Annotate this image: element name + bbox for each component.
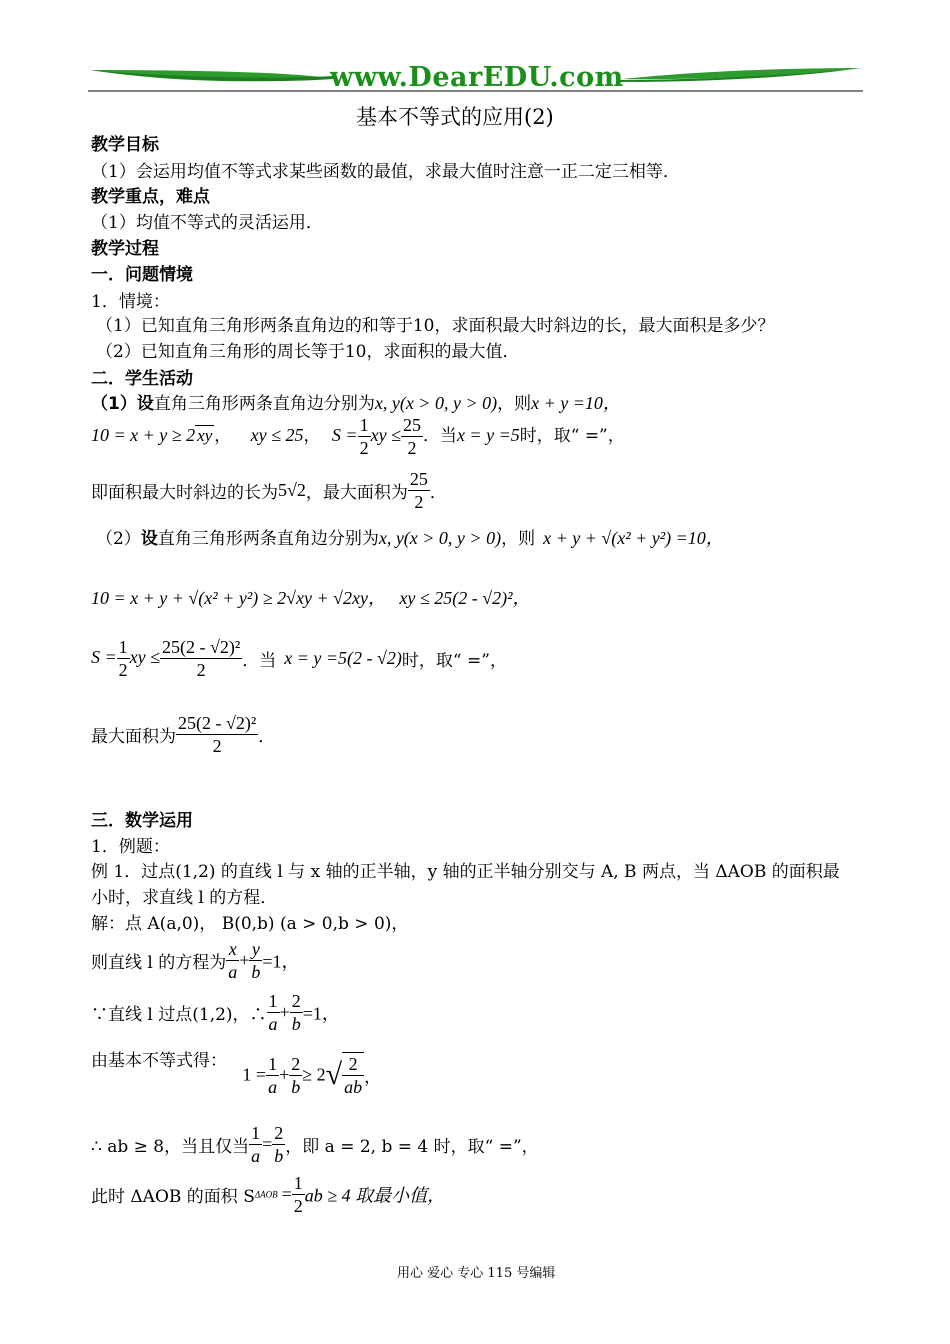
example1-line1: 例 1．过点(1,2) 的直线 l 与 x 轴的正半轴，y 轴的正半轴分别交与 A, B 两点，当 ΔAOB 的面积最 [91, 862, 840, 882]
sol1-max-frac [408, 468, 430, 513]
page-title: 基本不等式的应用(2) [356, 105, 554, 129]
sol1-half [358, 414, 371, 459]
sol2-she: 设 [140, 529, 158, 549]
sol2-half-den: 2 [118, 660, 128, 680]
example1-sol3 [91, 990, 340, 1035]
sol1-cond: x, y(x > 0, y > 0) [374, 393, 498, 413]
plus-sign-3: + [279, 1064, 290, 1085]
sol1-f25 [401, 414, 423, 459]
frac-2-ab-num: 2 [342, 1053, 364, 1076]
sol1-xyle: xy ≤ 25 [250, 425, 304, 445]
sol2-text: 直角三角形两条直角边分别为 [157, 529, 379, 549]
sol1-line2 [91, 414, 625, 459]
process-heading: 教学过程 [91, 239, 159, 259]
frac-1-a-3 [249, 1122, 262, 1167]
sol2-period: ． [258, 727, 276, 747]
goal-text: （1）会运用均值不等式求某些函数的最值，求最大值时注意一正二定三相等． [91, 162, 680, 182]
sol2-then: ，则 [501, 529, 536, 549]
sol2-eq1: =1， [262, 951, 300, 972]
sol1-s: S = [331, 425, 358, 445]
sol2-half-num: 1 [118, 637, 128, 657]
frac-x-a [226, 938, 239, 983]
page-footer: 用心 爱心 专心 115 号编辑 [397, 1266, 556, 1281]
sol2-s: S = [91, 647, 117, 667]
frac-2-b [290, 990, 303, 1035]
sol1-f25-den: 2 [407, 438, 417, 458]
frac-x-a-num: x [226, 938, 239, 961]
frac-2-ab [342, 1052, 364, 1098]
sol1-sqrt-xy: xy [197, 426, 213, 445]
sol2-line3 [91, 636, 507, 681]
key-heading: 教学重点，难点 [91, 187, 210, 207]
situation-label: 1．情境： [91, 292, 170, 312]
frac-1-2-den: 2 [293, 1196, 303, 1216]
frac-1-a-3-den: a [251, 1146, 261, 1166]
sol2-big-num: 25(2 - √2)² [162, 637, 241, 657]
sol2-xy: xy ≤ [129, 647, 161, 667]
sol-basic-ineq-label: 由基本不等式得： [91, 1051, 227, 1071]
eq-sign: = [262, 1134, 273, 1154]
frac-2-b-3-num: 2 [274, 1123, 284, 1143]
frac-y-b [249, 938, 262, 983]
sol1-max-num: 25 [409, 469, 428, 489]
sol1-hyp-label: 即面积最大时斜边的长为 [91, 483, 278, 503]
sol1-text: 直角三角形两条直角边分别为 [153, 394, 375, 414]
frac-y-b-num: y [249, 938, 262, 961]
sol2-line1 [96, 524, 724, 550]
sol2-max-den: 2 [212, 736, 222, 756]
frac-2-b-num: 2 [291, 991, 301, 1011]
frac-1-a-3-num: 1 [251, 1123, 261, 1143]
sol1-line3 [91, 468, 447, 513]
sol-line-eq-label: 则直线 l 的方程为 [91, 953, 227, 973]
sqrt-sign: √ [325, 1058, 343, 1091]
frac-2-b-den: b [291, 1014, 301, 1034]
sol6-sub: ΔAOB [254, 1189, 278, 1200]
frac-2-ab-den: ab [344, 1077, 363, 1097]
frac-2-b-2 [289, 1053, 302, 1098]
frac-1-a-num: 1 [268, 991, 278, 1011]
sol6-tail: ab ≥ 4 取最小值， [304, 1185, 446, 1206]
sol1-comma2: ， [303, 426, 321, 446]
sol2-line2 [91, 584, 530, 610]
sol1-half-num: 1 [359, 415, 369, 435]
sol1-max-label: ，最大面积为 [305, 483, 408, 503]
example1-sol5 [91, 1122, 539, 1167]
sol5-text: ∴ ab ≥ 8，当且仅当 [91, 1137, 250, 1157]
sol1-hyp: 5√2 [278, 480, 306, 500]
sol6-text: 此时 ΔAOB 的面积 S [91, 1187, 255, 1207]
sol2-big-frac [160, 636, 242, 681]
sol2-big-den: 2 [196, 660, 206, 680]
sol2-max-label: 最大面积为 [91, 727, 176, 747]
sol2-prefix: （2） [96, 529, 141, 549]
frac-2-b-3 [272, 1122, 285, 1167]
sol1-comma: ， [214, 426, 232, 446]
sol1-ineq: 10 = x + y ≥ 2 [91, 425, 196, 445]
sol2-max-num: 25(2 - √2)² [178, 713, 257, 733]
sol-through-label: ∵直线 l 过点(1,2)，∴ [91, 1005, 267, 1025]
plus-sign: + [239, 950, 250, 970]
situation-1: （1）已知直角三角形两条直角边的和等于10，求面积最大时斜边的长，最大面积是多少？ [96, 316, 775, 336]
part2-heading: 二．学生活动 [91, 369, 193, 389]
sol2-max-frac [176, 712, 258, 757]
frac-2-b-3-den: b [274, 1146, 284, 1166]
sol4-comma: ， [364, 1067, 382, 1088]
sol6-eq: = [281, 1184, 292, 1204]
sol2-cond: x, y(x > 0, y > 0) [378, 528, 502, 548]
sol5-tail: ，即 a = 2, b = 4 时，取“ =”， [285, 1137, 539, 1157]
frac-1-a-2 [266, 1053, 279, 1098]
example1-line2: 小时，求直线 l 的方程． [91, 888, 278, 908]
sol1-xy: xy ≤ [370, 425, 401, 445]
sol2-half [117, 636, 130, 681]
sol1-sum: x + y =10， [531, 393, 621, 413]
plus-sign-2: + [279, 1002, 290, 1022]
frac-2-b-2-num: 2 [291, 1053, 301, 1074]
sol1-half-den: 2 [359, 438, 369, 458]
sol1-prefix: （1）设 [91, 394, 154, 414]
example1-sol1: 解：点 A(a,0)， B(0,b) (a > 0,b > 0)， [91, 914, 409, 934]
sol2-when-tail: 时，取“ =”， [401, 651, 507, 671]
frac-1-2 [292, 1172, 305, 1217]
example1-sol6 [91, 1172, 445, 1217]
sol1-when: ．当 [422, 426, 457, 446]
frac-1-a-2-den: a [268, 1076, 278, 1097]
situation-2: （2）已知直角三角形的周长等于10，求面积的最大值． [96, 342, 520, 362]
sol1-line1 [91, 389, 621, 415]
frac-1-2-num: 1 [293, 1173, 303, 1193]
key-text: （1）均值不等式的灵活运用． [91, 213, 323, 233]
sol1-max-den: 2 [414, 492, 424, 512]
sol1-xyeq: x = y =5 [456, 425, 520, 445]
part3-heading: 三．数学运用 [91, 811, 193, 831]
sol1-period: ． [429, 483, 447, 503]
part1-heading: 一．问题情境 [91, 265, 193, 285]
example1-sol2 [91, 938, 300, 983]
sol2-when: ．当 [242, 651, 277, 671]
sol2-xyeq: x = y =5(2 - √2) [284, 648, 402, 668]
example-label: 1．例题： [91, 837, 170, 857]
sol2-eq: x + y + √(x² + y²) =10， [543, 528, 724, 548]
frac-2-b-2-den: b [291, 1076, 301, 1097]
frac-x-a-den: a [228, 962, 238, 982]
sol1-then: ，则 [497, 394, 532, 414]
site-logo: www.DearEDU.com [330, 62, 624, 93]
sol2-xyle: xy ≤ 25(2 - √2)²， [399, 588, 531, 608]
frac-1-a [267, 990, 280, 1035]
frac-1-a-2-num: 1 [268, 1053, 278, 1074]
sol1-when-tail: 时，取“ =”， [519, 426, 625, 446]
sol4-lhs: 1 = [242, 1064, 267, 1085]
goal-heading: 教学目标 [91, 135, 159, 155]
frac-y-b-den: b [251, 962, 261, 982]
sol2-ineq: 10 = x + y + √(x² + y²) ≥ 2√xy + √2xy， [91, 588, 386, 608]
sol4-expr [242, 1052, 381, 1098]
sol2-line4 [91, 712, 275, 757]
sol3-eq1: =1， [302, 1003, 340, 1024]
example1-sol4 [91, 1046, 381, 1098]
sol1-f25-num: 25 [402, 415, 421, 435]
sol4-ge: ≥ 2 [302, 1064, 326, 1085]
frac-1-a-den: a [268, 1014, 278, 1034]
